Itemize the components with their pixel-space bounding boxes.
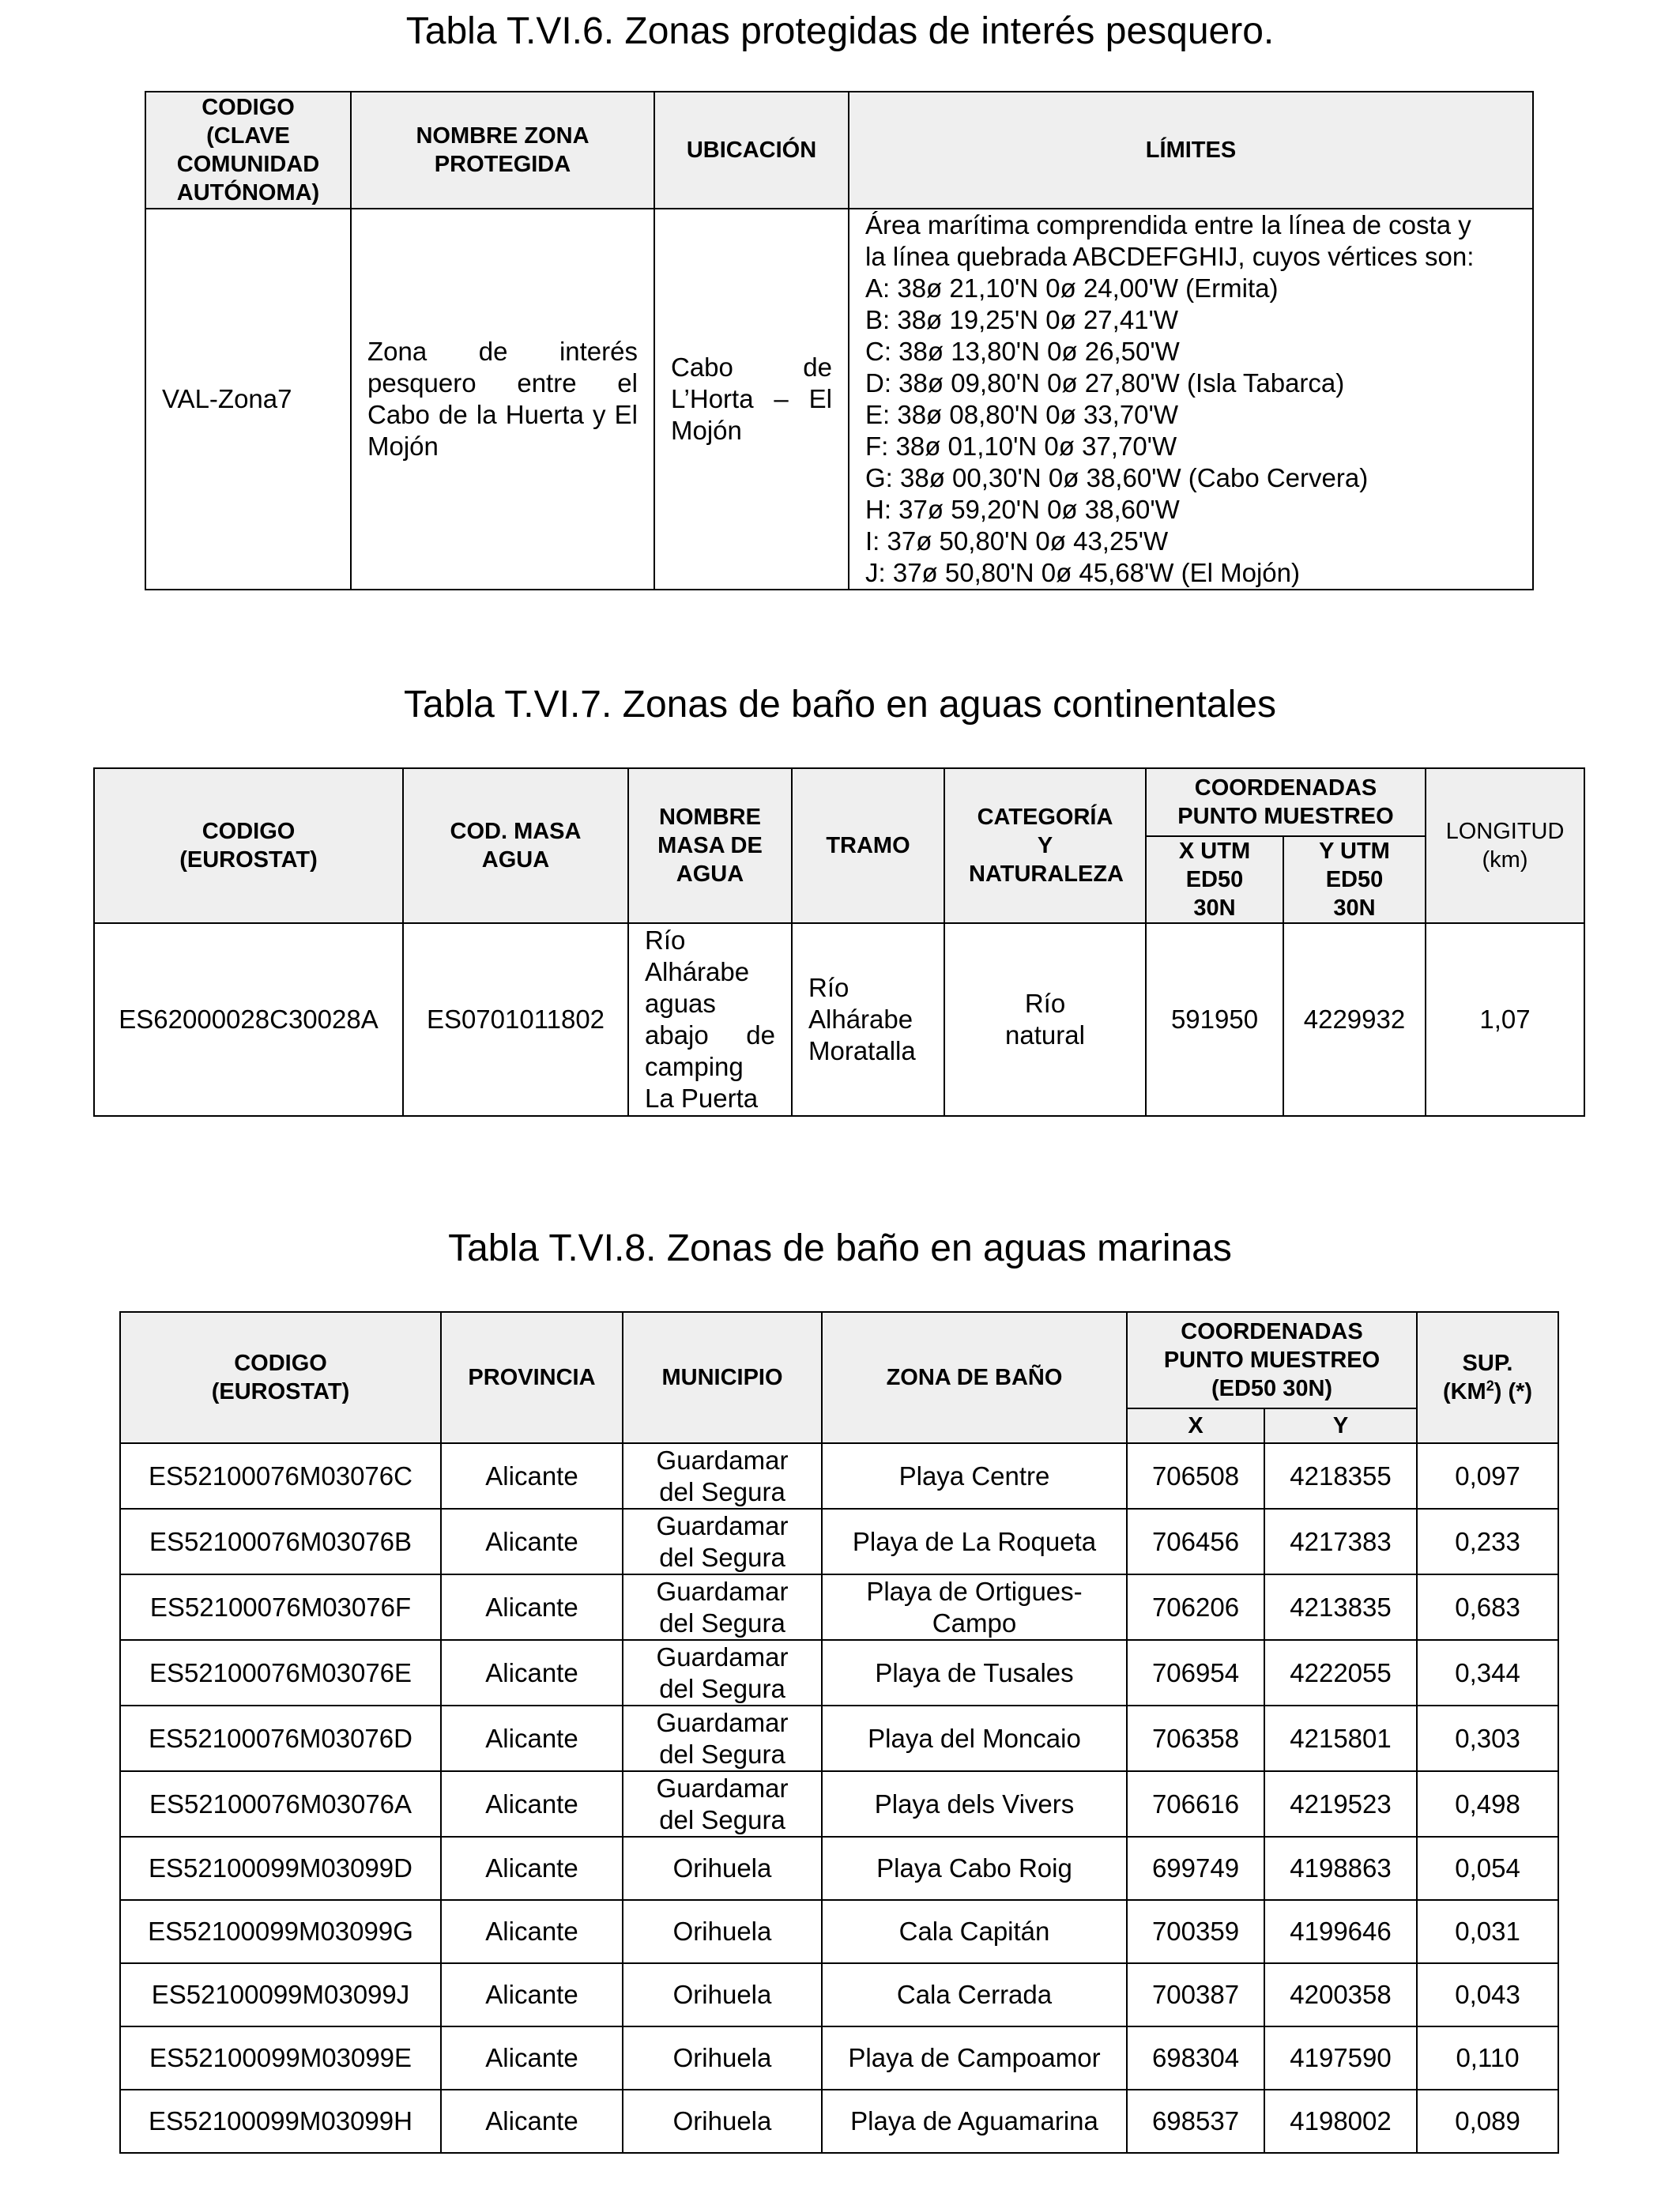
table8-cell-provincia: Alicante — [441, 2090, 623, 2153]
limits-line: I: 37ø 50,80'N 0ø 43,25'W — [865, 526, 1169, 556]
table8-cell-zona: Playa de La Roqueta — [822, 1509, 1127, 1574]
table7-header-longitud: LONGITUD (km) — [1426, 768, 1584, 923]
table8-cell-provincia: Alicante — [441, 1574, 623, 1640]
limits-line: C: 38ø 13,80'N 0ø 26,50'W — [865, 337, 1180, 366]
table8-cell-x: 706616 — [1127, 1771, 1264, 1837]
table6-limites — [849, 209, 1533, 590]
table8-cell-zona: Playa de Ortigues-Campo — [822, 1574, 1127, 1640]
table8-cell-municipio: Orihuela — [623, 2026, 822, 2090]
table8-cell-x: 700387 — [1127, 1963, 1264, 2026]
table8-cell-provincia: Alicante — [441, 1443, 623, 1509]
table8-cell-y: 4213835 — [1264, 1574, 1417, 1640]
table-row — [120, 1771, 1558, 1837]
table8-cell-provincia: Alicante — [441, 1963, 623, 2026]
table-row — [120, 1963, 1558, 2026]
table8-cell-codigo: ES52100099M03099J — [120, 1963, 441, 2026]
table8-cell-sup: 0,498 — [1417, 1771, 1558, 1837]
table8-header-municipio: MUNICIPIO — [623, 1312, 822, 1443]
table-row — [120, 1706, 1558, 1771]
table-row — [120, 1640, 1558, 1706]
table8-cell-sup: 0,303 — [1417, 1706, 1558, 1771]
table8-cell-codigo: ES52100099M03099H — [120, 2090, 441, 2153]
table8-cell-sup: 0,089 — [1417, 2090, 1558, 2153]
table-row — [120, 1900, 1558, 1963]
table8-cell-x: 700359 — [1127, 1900, 1264, 1963]
table6-codigo: VAL-Zona7 — [145, 209, 351, 590]
table-row — [120, 2090, 1558, 2153]
limits-line: Área marítima comprendida entre la línea de costa y — [865, 210, 1471, 239]
table6-header-ubicacion: UBICACIÓN — [654, 92, 849, 209]
table8-cell-provincia: Alicante — [441, 1900, 623, 1963]
table8-cell-zona: Playa de Tusales — [822, 1640, 1127, 1706]
table8-cell-codigo: ES52100099M03099G — [120, 1900, 441, 1963]
table8-header-sup — [1417, 1312, 1558, 1443]
table8-cell-municipio: Orihuela — [623, 1900, 822, 1963]
table8-cell-provincia: Alicante — [441, 1706, 623, 1771]
table7-codigo: ES62000028C30028A — [94, 923, 403, 1116]
table8-cell-municipio: Orihuela — [623, 1837, 822, 1900]
table8-cell-municipio: Guardamar del Segura — [623, 1640, 822, 1706]
table7-longitud: 1,07 — [1426, 923, 1584, 1116]
table7-categoria: Río natural — [944, 923, 1146, 1116]
table8-cell-zona: Playa del Moncaio — [822, 1706, 1127, 1771]
table7-header-tramo: TRAMO — [792, 768, 944, 923]
table8-cell-municipio: Guardamar del Segura — [623, 1771, 822, 1837]
table7-cod-masa: ES0701011802 — [403, 923, 628, 1116]
limits-list — [865, 209, 1516, 589]
table8-header-sup-prefix: SUP. — [1462, 1351, 1513, 1376]
table8-cell-y: 4198002 — [1264, 2090, 1417, 2153]
table8-cell-sup: 0,097 — [1417, 1443, 1558, 1509]
table7-header-nombre-masa: NOMBRE MASA DE AGUA — [628, 768, 792, 923]
table8-cell-municipio: Guardamar del Segura — [623, 1706, 822, 1771]
table8-cell-codigo: ES52100099M03099D — [120, 1837, 441, 1900]
table8-cell-codigo: ES52100076M03076B — [120, 1509, 441, 1574]
table8-cell-zona: Playa dels Vivers — [822, 1771, 1127, 1837]
table8-cell-sup: 0,031 — [1417, 1900, 1558, 1963]
table-row — [120, 1443, 1558, 1509]
table8-cell-codigo: ES52100076M03076C — [120, 1443, 441, 1509]
table8-cell-y: 4217383 — [1264, 1509, 1417, 1574]
table6-title: Tabla T.VI.6. Zonas protegidas de interés pesquero. — [405, 10, 1275, 52]
table7-header-categoria: CATEGORÍA Y NATURALEZA — [944, 768, 1146, 923]
table8-cell-zona: Cala Cerrada — [822, 1963, 1127, 2026]
table8-cell-zona: Playa Centre — [822, 1443, 1127, 1509]
table8-cell-y: 4198863 — [1264, 1837, 1417, 1900]
table8-cell-x: 698537 — [1127, 2090, 1264, 2153]
table8-cell-provincia: Alicante — [441, 1837, 623, 1900]
table8-cell-y: 4200358 — [1264, 1963, 1417, 2026]
table6-header-nombre: NOMBRE ZONA PROTEGIDA — [351, 92, 654, 209]
limits-line: G: 38ø 00,30'N 0ø 38,60'W (Cabo Cervera) — [865, 463, 1369, 492]
table7-nombre-masa: Río Alhárabe aguas abajo de camping La Puerta — [628, 923, 792, 1116]
table8-cell-y: 4218355 — [1264, 1443, 1417, 1509]
table8-header-sup-suffix: ) (*) — [1494, 1379, 1533, 1404]
table8-cell-x: 706954 — [1127, 1640, 1264, 1706]
table8-cell-y: 4215801 — [1264, 1706, 1417, 1771]
limits-line: H: 37ø 59,20'N 0ø 38,60'W — [865, 495, 1180, 524]
table6-header-limites: LÍMITES — [849, 92, 1533, 209]
table8-cell-municipio: Guardamar del Segura — [623, 1574, 822, 1640]
table-row — [120, 1837, 1558, 1900]
table8-cell-x: 706206 — [1127, 1574, 1264, 1640]
table6-ubicacion: Cabo de L’Horta – El Mojón — [654, 209, 849, 590]
table7-header-coordenadas: COORDENADAS PUNTO MUESTREO — [1146, 768, 1426, 836]
table8-header-sup-exp: 2 — [1486, 1378, 1494, 1394]
limits-line: E: 38ø 08,80'N 0ø 33,70'W — [865, 400, 1178, 429]
table8-cell-sup: 0,344 — [1417, 1640, 1558, 1706]
table8-cell-y: 4219523 — [1264, 1771, 1417, 1837]
table6-header-codigo: CODIGO (CLAVE COMUNIDAD AUTÓNOMA) — [145, 92, 351, 209]
limits-line: B: 38ø 19,25'N 0ø 27,41'W — [865, 305, 1178, 334]
limits-line: la línea quebrada ABCDEFGHIJ, cuyos vértices son: — [865, 242, 1475, 271]
table8-cell-y: 4199646 — [1264, 1900, 1417, 1963]
table8-cell-codigo: ES52100076M03076A — [120, 1771, 441, 1837]
table8-cell-sup: 0,054 — [1417, 1837, 1558, 1900]
table7 — [93, 767, 1585, 1117]
table7-header-x-utm: X UTM ED50 30N — [1146, 836, 1283, 923]
table8-cell-sup: 0,233 — [1417, 1509, 1558, 1574]
table7-header-cod-masa: COD. MASA AGUA — [403, 768, 628, 923]
table8-cell-provincia: Alicante — [441, 1640, 623, 1706]
table8-cell-y: 4197590 — [1264, 2026, 1417, 2090]
table8-header-sup-unit: (KM — [1442, 1379, 1486, 1404]
table8-cell-sup: 0,043 — [1417, 1963, 1558, 2026]
table8-cell-zona: Playa de Campoamor — [822, 2026, 1127, 2090]
limits-line: F: 38ø 01,10'N 0ø 37,70'W — [865, 432, 1177, 461]
table-row — [120, 1509, 1558, 1574]
table8-cell-provincia: Alicante — [441, 1509, 623, 1574]
table8-cell-zona: Playa de Aguamarina — [822, 2090, 1127, 2153]
table8-header-x: X — [1127, 1408, 1264, 1443]
table8-cell-sup: 0,110 — [1417, 2026, 1558, 2090]
table8-cell-x: 706358 — [1127, 1706, 1264, 1771]
table8-cell-x: 698304 — [1127, 2026, 1264, 2090]
table8-cell-codigo: ES52100076M03076F — [120, 1574, 441, 1640]
table8-cell-x: 706456 — [1127, 1509, 1264, 1574]
table8-cell-municipio: Guardamar del Segura — [623, 1443, 822, 1509]
table6-nombre: Zona de interés pesquero entre el Cabo de la Huerta y El Mojón — [351, 209, 654, 590]
table8-cell-provincia: Alicante — [441, 2026, 623, 2090]
table7-y: 4229932 — [1283, 923, 1426, 1116]
table8-cell-y: 4222055 — [1264, 1640, 1417, 1706]
table8-cell-x: 699749 — [1127, 1837, 1264, 1900]
table8-header-coordenadas: COORDENADAS PUNTO MUESTREO (ED50 30N) — [1127, 1312, 1417, 1408]
limits-line: A: 38ø 21,10'N 0ø 24,00'W (Ermita) — [865, 273, 1279, 303]
table8-header-provincia: PROVINCIA — [441, 1312, 623, 1443]
table8-header-zona: ZONA DE BAÑO — [822, 1312, 1127, 1443]
table8-cell-municipio: Orihuela — [623, 2090, 822, 2153]
table8-cell-municipio: Orihuela — [623, 1963, 822, 2026]
table8-header-y: Y — [1264, 1408, 1417, 1443]
table6 — [145, 91, 1534, 590]
table7-header-codigo: CODIGO (EUROSTAT) — [94, 768, 403, 923]
table8-title: Tabla T.VI.8. Zonas de baño en aguas marinas — [448, 1227, 1232, 1269]
table8-cell-codigo: ES52100076M03076D — [120, 1706, 441, 1771]
table8-header-codigo: CODIGO (EUROSTAT) — [120, 1312, 441, 1443]
table8 — [119, 1311, 1559, 2154]
table8-cell-codigo: ES52100076M03076E — [120, 1640, 441, 1706]
table-row — [120, 1574, 1558, 1640]
table8-cell-sup: 0,683 — [1417, 1574, 1558, 1640]
table7-header-y-utm: Y UTM ED50 30N — [1283, 836, 1426, 923]
table7-tramo: Río Alhárabe Moratalla — [792, 923, 944, 1116]
table8-cell-zona: Playa Cabo Roig — [822, 1837, 1127, 1900]
limits-line: J: 37ø 50,80'N 0ø 45,68'W (El Mojón) — [865, 558, 1300, 587]
table8-cell-codigo: ES52100099M03099E — [120, 2026, 441, 2090]
table7-x: 591950 — [1146, 923, 1283, 1116]
table7-title: Tabla T.VI.7. Zonas de baño en aguas continentales — [404, 684, 1276, 726]
table8-cell-provincia: Alicante — [441, 1771, 623, 1837]
table-row — [120, 2026, 1558, 2090]
table8-cell-x: 706508 — [1127, 1443, 1264, 1509]
table8-cell-municipio: Guardamar del Segura — [623, 1509, 822, 1574]
limits-line: D: 38ø 09,80'N 0ø 27,80'W (Isla Tabarca) — [865, 368, 1345, 398]
table8-cell-zona: Cala Capitán — [822, 1900, 1127, 1963]
